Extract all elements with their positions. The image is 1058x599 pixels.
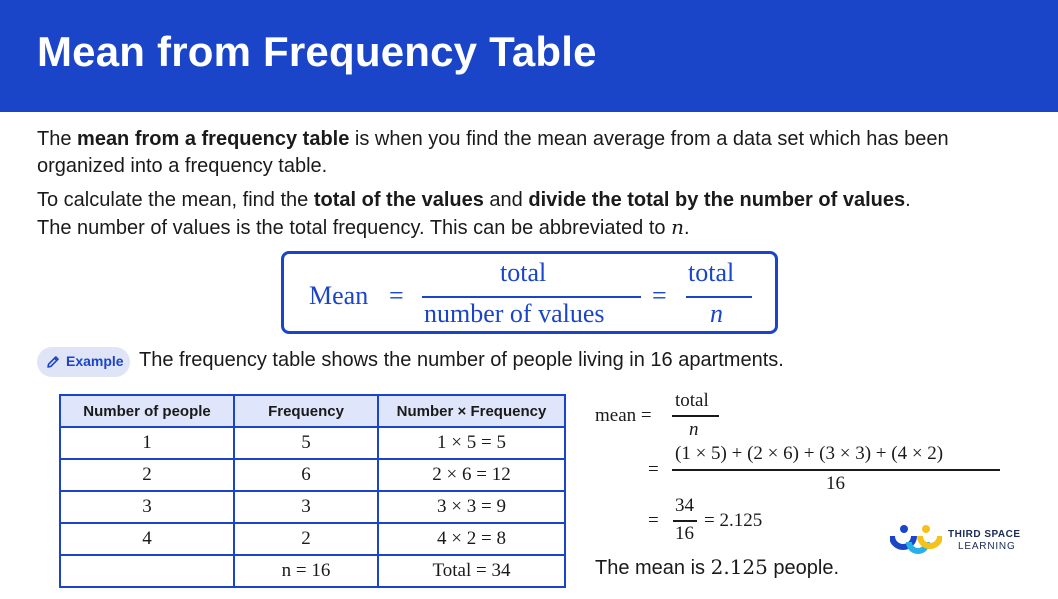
working-result: = 2.125 bbox=[704, 510, 763, 531]
table-cell: 4 bbox=[60, 523, 234, 555]
bold-term: total of the values bbox=[313, 189, 484, 211]
working-l2-numerator: (1 × 5) + (2 × 6) + (3 × 3) + (4 × 2) bbox=[675, 443, 944, 464]
text-segment: To calculate the mean, find the bbox=[37, 189, 314, 211]
formula-frac2-bar bbox=[686, 296, 752, 298]
mean-value: 2.125 bbox=[710, 555, 768, 579]
method-paragraph bbox=[37, 187, 1027, 242]
text-segment: people. bbox=[767, 557, 840, 579]
table-cell: 3 bbox=[234, 491, 378, 523]
pencil-icon bbox=[45, 354, 61, 370]
column-header: Number × Frequency bbox=[378, 395, 565, 427]
third-space-learning-logo bbox=[890, 524, 1040, 556]
working-l3-bar bbox=[673, 520, 697, 522]
bold-term: mean from a frequency table bbox=[77, 128, 350, 150]
formula-lhs: Mean bbox=[309, 281, 369, 310]
formula-frac2-denominator: n bbox=[710, 299, 723, 328]
working-l2-denominator: 16 bbox=[826, 473, 845, 494]
text-segment: . bbox=[683, 217, 690, 239]
column-header: Frequency bbox=[234, 395, 378, 427]
title-banner bbox=[0, 0, 1058, 112]
text-segment: is when you find the mean average from a data set which has been organized into a frequency table. bbox=[37, 128, 949, 177]
table-cell: 6 bbox=[234, 459, 378, 491]
table-row bbox=[60, 459, 565, 491]
table-cell: 1 × 5 = 5 bbox=[378, 427, 565, 459]
page-title: Mean from Frequency Table bbox=[37, 28, 597, 75]
table-cell: 2 bbox=[60, 459, 234, 491]
example-badge bbox=[37, 347, 130, 377]
table-cell bbox=[60, 555, 234, 587]
formula-equals: = bbox=[389, 281, 404, 310]
definition-paragraph bbox=[37, 126, 1027, 180]
working-equals: = bbox=[648, 510, 659, 531]
table-header-row bbox=[60, 395, 565, 427]
table-cell: 3 × 3 = 9 bbox=[378, 491, 565, 523]
table-cell: 1 bbox=[60, 427, 234, 459]
formula-frac1-bar bbox=[422, 296, 641, 298]
total-values-cell: Total = 34 bbox=[378, 555, 565, 587]
mean-formula-box bbox=[281, 251, 778, 334]
text-segment: The mean is bbox=[595, 557, 711, 579]
table-cell: 4 × 2 = 8 bbox=[378, 523, 565, 555]
working-equals: = bbox=[648, 459, 659, 480]
column-header: Number of people bbox=[60, 395, 234, 427]
table-cell: 2 × 6 = 12 bbox=[378, 459, 565, 491]
text-segment: The bbox=[37, 128, 78, 150]
working-lhs: mean = bbox=[595, 405, 652, 426]
working-l1-denominator: n bbox=[689, 419, 699, 440]
logo-text-line1: THIRD SPACE bbox=[948, 529, 1021, 540]
text-segment: and bbox=[483, 189, 529, 211]
text-segment: . bbox=[905, 189, 911, 211]
working-l1-numerator: total bbox=[675, 390, 709, 411]
table-cell: 2 bbox=[234, 523, 378, 555]
logo-text-line2: LEARNING bbox=[958, 541, 1016, 552]
table-total-row bbox=[60, 555, 565, 587]
formula-frac1-numerator: total bbox=[500, 258, 547, 287]
example-statement: The frequency table shows the number of people living in 16 apartments. bbox=[139, 349, 784, 371]
frequency-table bbox=[59, 394, 566, 588]
formula-equals: = bbox=[652, 281, 667, 310]
conclusion-text bbox=[595, 555, 839, 580]
table-cell: 5 bbox=[234, 427, 378, 459]
working-l1-bar bbox=[672, 415, 719, 417]
logo-mark-icon bbox=[890, 524, 942, 556]
table-row bbox=[60, 491, 565, 523]
working-l2-bar bbox=[672, 469, 1000, 471]
table-cell: 3 bbox=[60, 491, 234, 523]
formula-frac1-denominator: number of values bbox=[424, 299, 605, 328]
bold-term: divide the total by the number of values bbox=[528, 189, 906, 211]
table-row bbox=[60, 427, 565, 459]
example-label: Example bbox=[66, 353, 124, 369]
working-l3-numerator: 34 bbox=[675, 495, 694, 516]
formula-frac2-numerator: total bbox=[688, 258, 735, 287]
total-frequency-cell: n = 16 bbox=[234, 555, 378, 587]
working-l3-denominator: 16 bbox=[675, 523, 694, 544]
text-segment: The number of values is the total frequency. This can be abbreviated to bbox=[37, 217, 672, 239]
table-row bbox=[60, 523, 565, 555]
variable-n: n bbox=[671, 215, 684, 239]
